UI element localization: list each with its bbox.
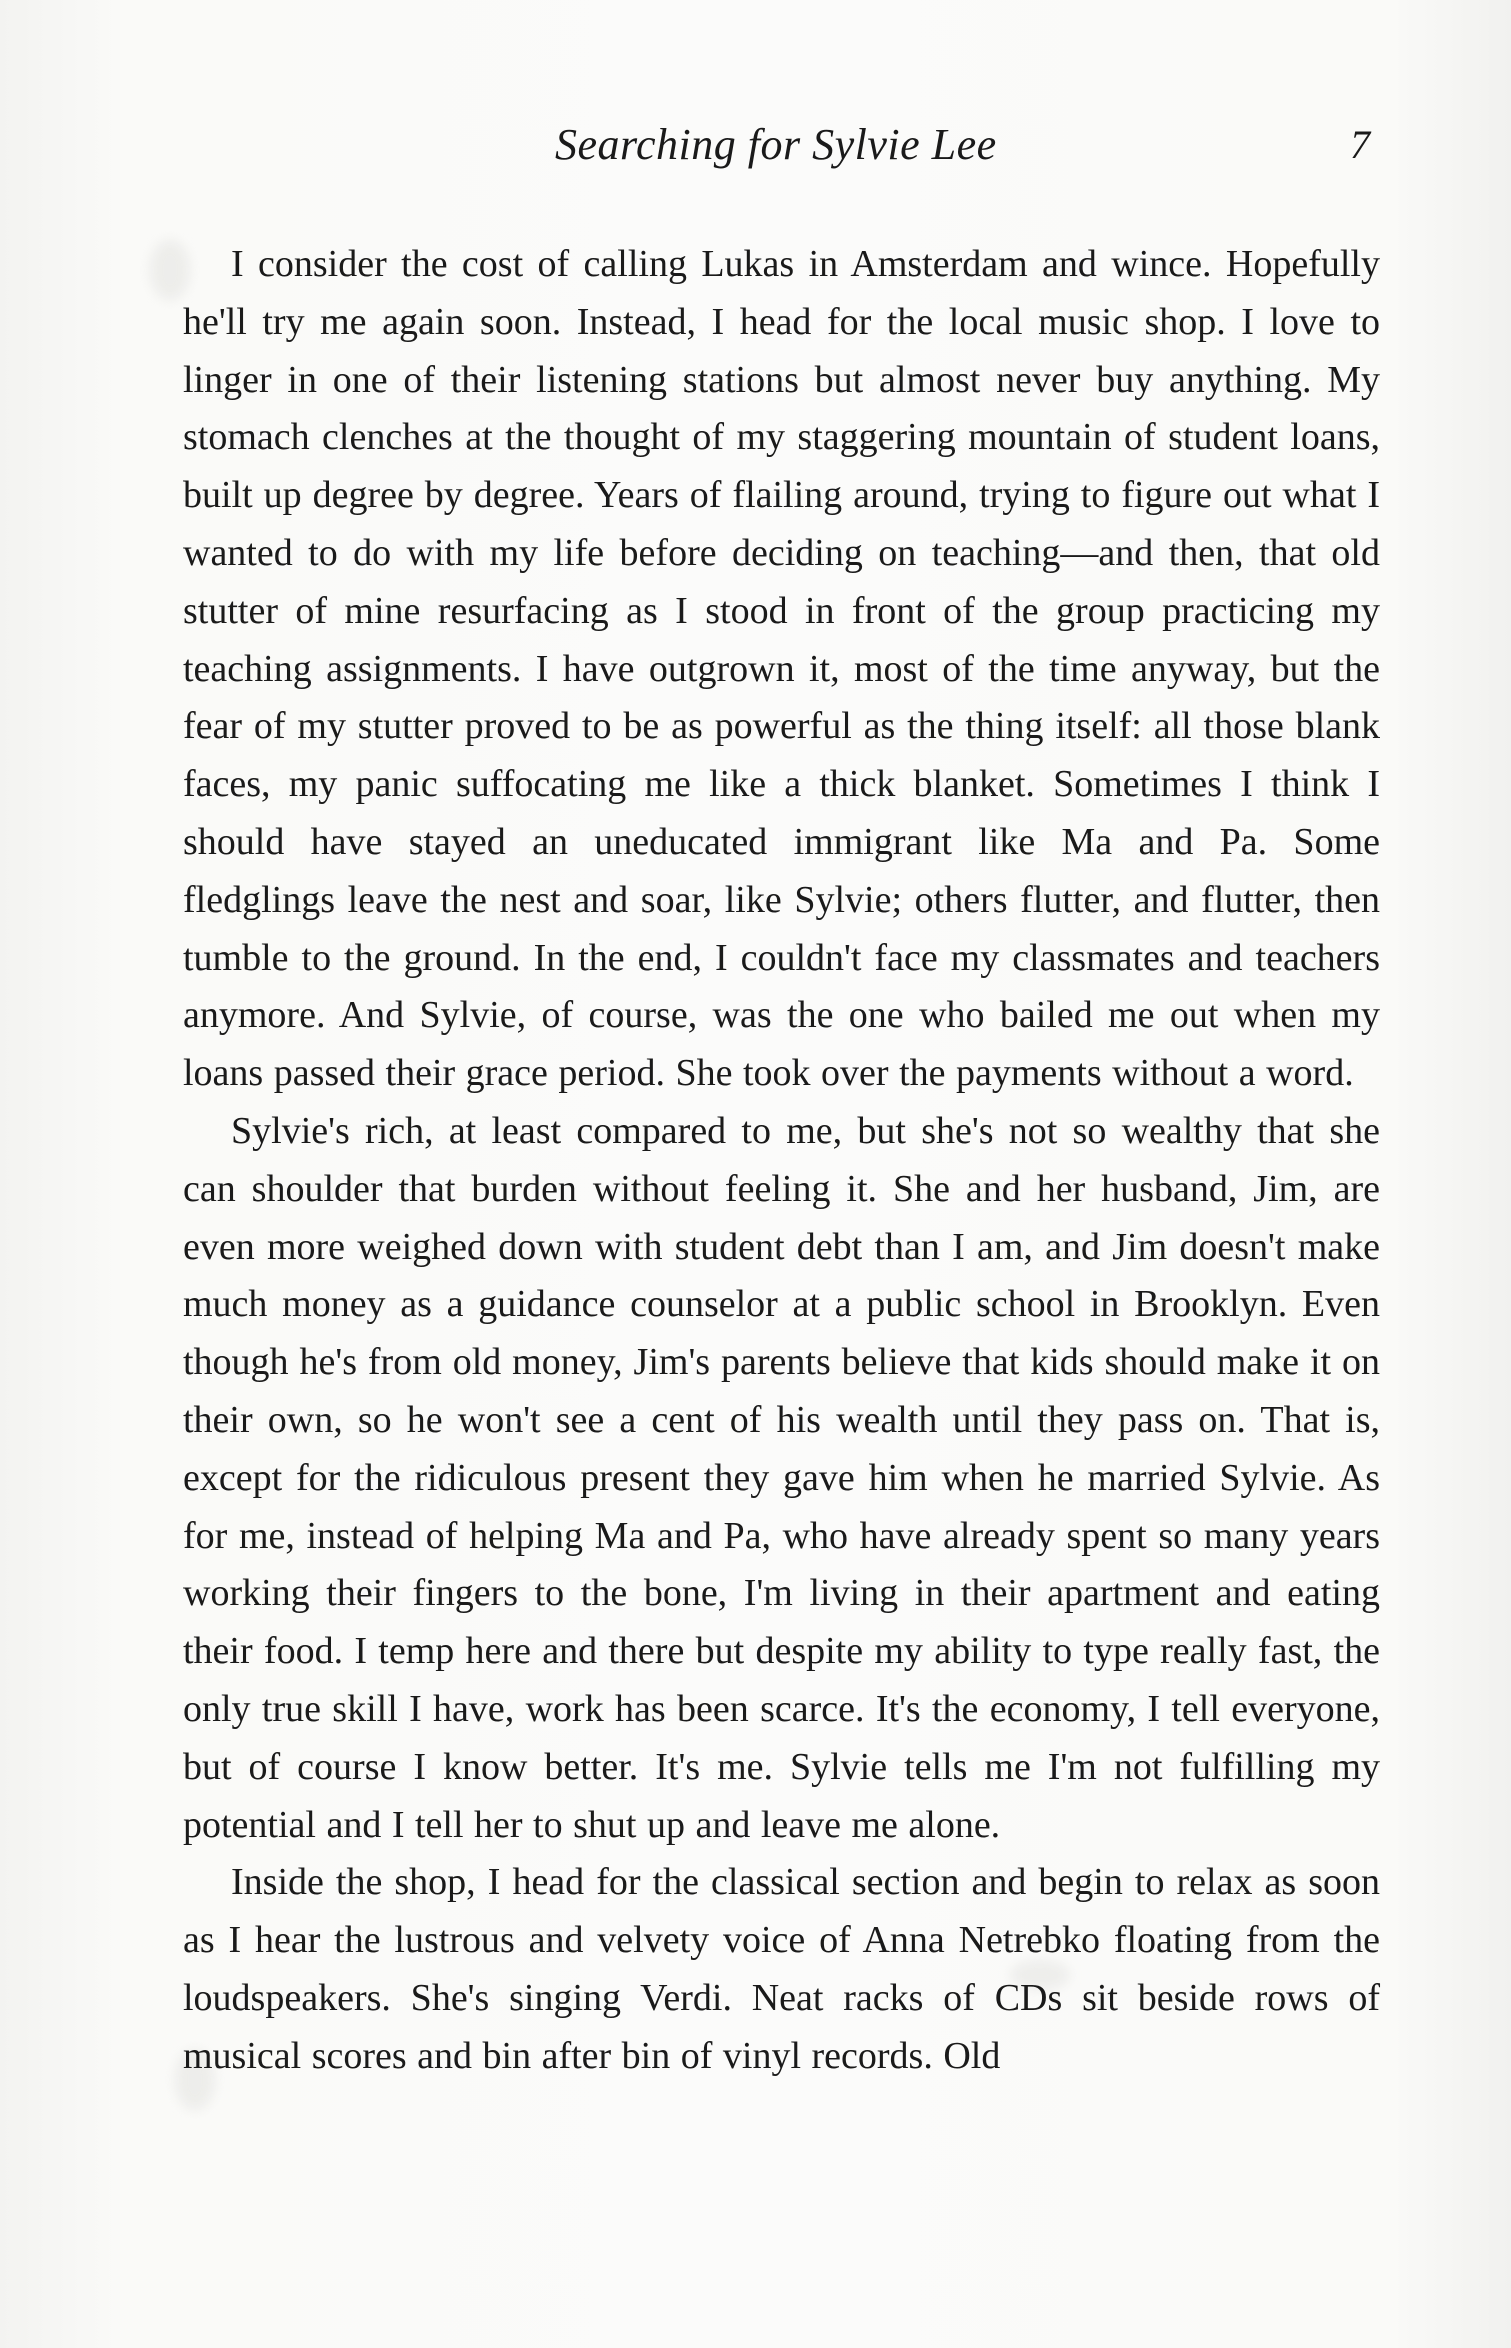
body-text [183,236,1380,2086]
running-header [0,118,1511,178]
page-number: 7 [1350,122,1370,167]
running-title: Searching for Sylvie Lee [555,120,997,169]
paragraph-2: Sylvie's rich, at least compared to me, but she's not so wealthy that she can shoulder that burden without feeling it. She and her husband, Jim, are even more weighed down with student debt than I am, and Jim doesn't make much money as a guidance counselor at a public school in Brooklyn. Even though he's from old money, Jim's parents believe that kids should make it on their own, so he won't see a cent of his wealth until they pass on. That is, except for the ridiculous present they gave him when he married Sylvie. As for me, instead of helping Ma and Pa, who have already spent so many years working their fingers to the bone, I'm living in their apartment and eating their food. I temp here and there but despite my ability to type really fast, the only true skill I have, work has been scarce. It's the economy, I tell everyone, but of course I know better. It's me. Sylvie tells me I'm not fulfilling my potential and I tell her to shut up and leave me alone. [183,1109,1380,1846]
paragraph-1: I consider the cost of calling Lukas in Amsterdam and wince. Hopefully he'll try me again soon. Instead, I head for the local music shop. I love to linger in one of their listening stations but almost never buy anything. My stomach clenches at the thought of my staggering mountain of student loans, built up degree by degree. Years of flailing around, trying to figure out what I wanted to do with my life before deciding on teaching—and then, that old stutter of mine resurfacing as I stood in front of the group practicing my teaching assignments. I have outgrown it, most of the time anyway, but the fear of my stutter proved to be as powerful as the thing itself: all those blank faces, my panic suffocating me like a thick blanket. Sometimes I think I should have stayed an uneducated immigrant like Ma and Pa. Some fledglings leave the nest and soar, like Sylvie; others flutter, and flutter, then tumble to the ground. In the end, I couldn't face my classmates and teachers anymore. And Sylvie, of course, was the one who bailed me out when my loans passed their grace period. She took over the payments without a word. [183,243,1380,1095]
paragraph-3: Inside the shop, I head for the classical section and begin to relax as soon as I hear the lustrous and velvety voice of Anna Netrebko floating from the loudspeakers. She's singing Verdi. Neat racks of CDs sit beside rows of musical scores and bin after bin of vinyl records. Old [183,1861,1380,2077]
